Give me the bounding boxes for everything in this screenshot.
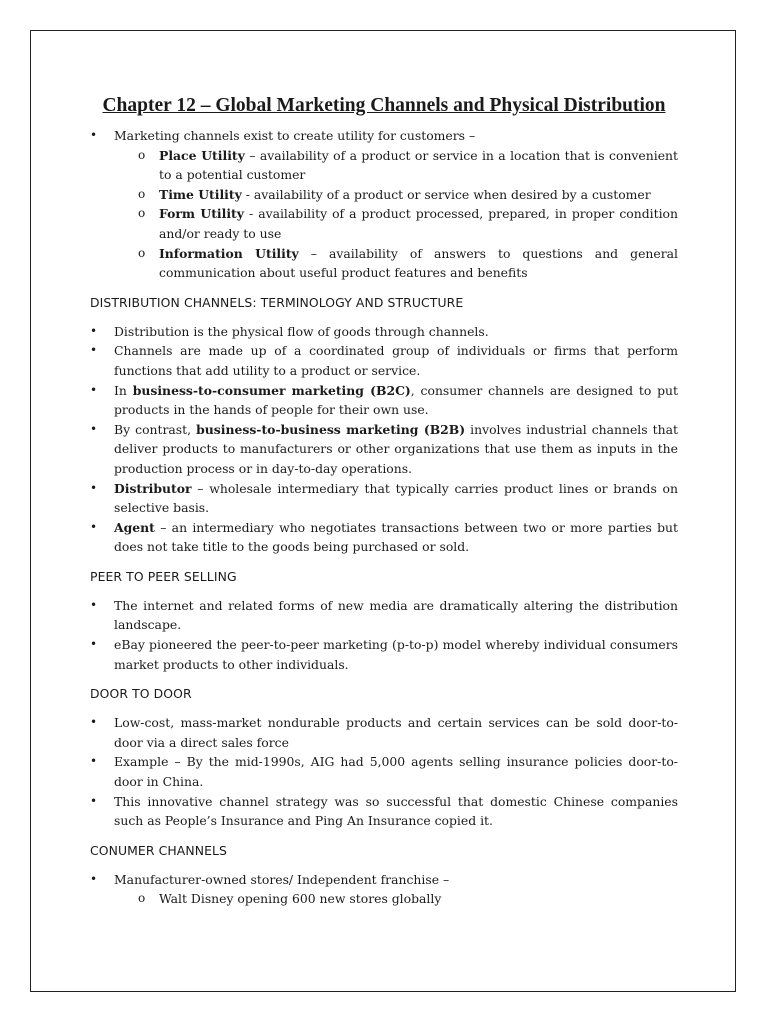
intro-text: Marketing channels exist to create utility for customers – [114,128,476,143]
sub-bullet-icon: o [138,206,146,221]
term: Information Utility [159,245,299,261]
list-item [90,341,678,380]
list-item [114,185,678,205]
term: business-to-business marketing (B2B) [196,421,466,437]
list-item [114,146,678,185]
sub-bullet-icon: o [138,891,146,906]
item-text: By contrast, [114,421,197,437]
term: Place Utility [159,147,245,163]
section-heading: PEER TO PEER SELLING [90,568,237,584]
definition: – availability of answers to questions and general communication about useful product features and benefits [159,245,678,281]
bullet-icon: • [90,871,98,886]
sub-bullet-icon: o [138,245,146,260]
section-heading: DISTRIBUTION CHANNELS: TERMINOLOGY AND STRUCTURE [90,294,464,310]
bullet-icon: • [90,637,98,652]
item-text: Manufacturer-owned stores/ Independent franchise – [114,871,450,887]
item-text: eBay pioneered the peer-to-peer marketing (p-to-p) model whereby individual consumers market products to other individuals. [114,637,678,672]
list-item [90,126,678,283]
page-title: Chapter 12 – Global Marketing Channels and Physical Distribution [102,95,666,116]
item-text: In [114,382,133,398]
item-text: Distribution is the physical flow of goods through channels. [114,323,489,339]
list-item [90,792,678,831]
bullet-icon: • [90,793,98,808]
consumer-sub-list [114,889,678,909]
definition: - availability of a product or service when desired by a customer [241,186,651,202]
definition: - availability of a product processed, prepared, in proper condition and/or ready to use [159,206,678,241]
list-item [90,420,678,479]
list-item [90,479,678,518]
list-item [90,518,678,557]
list-item [114,204,678,243]
document-body [90,94,678,909]
list-item [90,381,678,420]
item-text: – an intermediary who negotiates transactions between two or more parties but does not take title to the goods being purchased or sold. [114,519,678,555]
bullet-icon: • [90,519,98,534]
sub-bullet-icon: o [138,186,146,201]
bullet-icon: • [90,480,98,495]
bullet-icon: • [90,128,98,142]
list-item [90,752,678,791]
item-text: Walt Disney opening 600 new stores globally [159,891,442,907]
list-item [90,713,678,752]
item-text: The internet and related forms of new media are dramatically altering the distribution landscape. [114,597,678,633]
bullet-icon: • [90,421,98,436]
distribution-list [90,322,678,557]
section-heading: DOOR TO DOOR [90,686,192,702]
section-heading: CONUMER CHANNELS [90,842,227,858]
item-text: Channels are made up of a coordinated group of individuals or firms that perform functions that add utility to a product or service. [114,343,678,378]
list-item [90,322,678,342]
definition: – availability of a product or service in a location that is convenient to a potential customer [159,147,679,183]
consumer-list [90,870,678,909]
list-item [114,889,678,909]
bullet-icon: • [90,343,98,358]
item-text: Example – By the mid-1990s, AIG had 5,000 agents selling insurance policies door-to-door in China. [114,754,678,790]
bullet-icon: • [90,715,98,730]
bullet-icon: • [90,597,98,612]
bullet-icon: • [90,382,98,397]
sub-bullet-icon: o [138,147,146,162]
list-item [90,635,678,674]
list-item [90,596,678,635]
list-item [90,870,678,909]
item-text: involves industrial channels that deliver products to manufacturers or other organizations that use them as inputs in the production process or in day-to-day operations. [114,421,678,476]
utility-list [114,146,678,283]
item-text: This innovative channel strategy was so successful that domestic Chinese companies such as People’s Insurance and Ping An Insurance copied it. [114,793,678,829]
bullet-icon: • [90,323,98,338]
term: Distributor [114,480,192,496]
peer-list [90,596,678,674]
item-text: Low-cost, mass-market nondurable products and certain services can be sold door-to-door via a direct sales force [114,715,678,750]
term: Agent [114,519,155,535]
term: business-to-consumer marketing (B2C) [132,382,411,398]
term: Form Utility [159,206,244,222]
item-text: – wholesale intermediary that typically carries product lines or brands on selective basis. [114,480,678,516]
term: Time Utility [159,186,242,202]
item-text: , consumer channels are designed to put products in the hands of people for their own use. [114,382,678,418]
list-item [114,244,678,283]
intro-list [90,126,678,283]
door-list [90,713,678,831]
bullet-icon: • [90,754,98,769]
